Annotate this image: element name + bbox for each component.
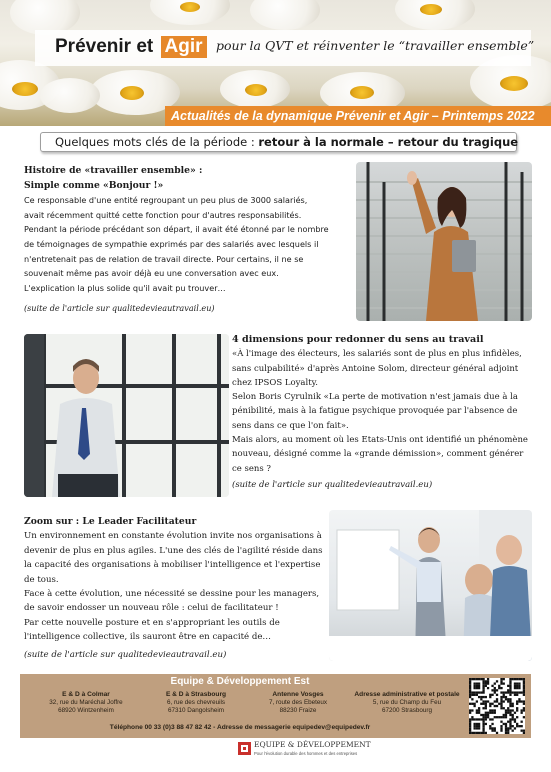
- office-street: 6, rue des chevreuils: [166, 699, 226, 706]
- article3-paragraph: Un environnement en constante évolution invite nos organisations à devenir de plus en plus agiles. L'une des clés de l'agilité réside dans la capacité des organisations à mobiliser l'intelligence et l'expertise de tous.: [24, 531, 323, 585]
- article3-source-link[interactable]: (suite de l'article sur qualitedevieautravail.eu): [24, 649, 227, 660]
- brand-tagline: pour la QVT et réinventer le “travailler ensemble”: [216, 38, 535, 53]
- article1-title-line1: Histoire de «travailler ensemble» :: [24, 165, 203, 176]
- office-city: 67310 Dangolsheim: [167, 707, 224, 714]
- office-name: Adresse administrative et postale: [354, 691, 460, 698]
- office-name: E & D à Colmar: [62, 691, 110, 698]
- article2-paragraph: «À l'image des électeurs, les salariés sont de plus en plus infidèles, sans culpabilité» d'après Antoine Solom, directeur général adjoint chez IPSOS Loyalty.: [232, 349, 522, 388]
- office-administrative: [350, 691, 464, 715]
- office-name: Antenne Vosges: [272, 691, 324, 698]
- article2-source-link[interactable]: (suite de l'article sur qualitedevieautravail.eu): [232, 479, 433, 490]
- article1-source-link[interactable]: (suite de l'article sur qualitedevieautravail.eu): [24, 303, 215, 314]
- office-strasbourg: [148, 691, 244, 715]
- footer-title: Equipe & Développement Est: [170, 676, 310, 687]
- office-city: 67200 Strasbourg: [381, 707, 433, 714]
- article1-paragraph: Ce responsable d'une entité regroupant un peu plus de 3000 salariés, avait récemment quitté cette fonction pour d'autres responsabilités.: [24, 195, 308, 220]
- office-street: 32, rue du Maréchal Joffre: [49, 699, 123, 706]
- article1-title-line2: Simple comme «Bonjour !»: [24, 179, 164, 191]
- logo-tagline: Pour l'évolution durable des hommes et des entreprises: [254, 751, 358, 756]
- contact-footer: [20, 674, 531, 738]
- brand-title-part1: Prévenir et: [55, 36, 154, 57]
- article1-paragraph: L'explication la plus solide qu'il avait pu trouver…: [24, 282, 226, 293]
- article3-paragraph: Par cette nouvelle posture et en s'appropriant les outils de l'intelligence collective, ils sauront être en capacité de…: [24, 617, 280, 643]
- article2-title: 4 dimensions pour redonner du sens au travail: [232, 334, 484, 345]
- photo-woman-waving-on-stairs: [356, 162, 532, 321]
- article3-title: Zoom sur : Le Leader Facilitateur: [24, 516, 197, 527]
- logo-mark-icon: [238, 742, 251, 755]
- article1-paragraph: Pendant la période précédant son départ, il avait été étonné par le nombre de témoignages de sympathie exprimés par des salariés avec lesquels il n'entretenait pas de relation de travail directe. Pour certains, il ne se souvenait même pas avoir déjà eu une conversation avec eux.: [24, 224, 329, 279]
- article2-paragraph: Mais alors, au moment où les Etats-Unis ont identifié un phénomène nouveau, désigné comme la «grande démission», comment générer ce sens ?: [232, 435, 528, 474]
- issue-subtitle: Actualités de la dynamique Prévenir et Agir – Printemps 2022: [165, 106, 551, 126]
- logo-name: EQUIPE & DÉVELOPPEMENT: [254, 740, 371, 749]
- article2-paragraph: Selon Boris Cyrulnik «La perte de motivation n'est jamais due à la pénibilité, mais à la fatigue psychique provoquée par l'absence de sens dans ce que l'on fait».: [232, 392, 518, 431]
- office-street: 5, rue du Champ du Feu: [372, 699, 442, 706]
- article-sens-au-travail: [232, 333, 532, 492]
- office-city: 88230 Fraize: [279, 707, 317, 714]
- brand-title-agir: Agir: [161, 36, 207, 58]
- article-leader-facilitateur: [24, 515, 326, 662]
- brand-logo-title: [55, 36, 207, 58]
- article3-paragraph: Face à cette évolution, une nécessité se dessine pour les managers, de savoir endosser un nouveau rôle : celui de facilitateur !: [24, 589, 320, 614]
- keywords-terms: retour à la normale – retour du tragique: [258, 135, 519, 149]
- footer-contact-line: Téléphone 00 33 (0)3 88 47 82 42 - Adresse de messagerie equipedev@equipedev.fr: [109, 724, 371, 731]
- office-street: 7, route des Ebeteux: [268, 699, 328, 706]
- keywords-intro: Quelques mots clés de la période :: [55, 135, 259, 149]
- office-city: 68920 Wintzenheim: [58, 707, 114, 714]
- article-travailler-ensemble: [24, 164, 329, 316]
- qr-code[interactable]: [469, 678, 525, 734]
- keywords-box: [40, 132, 517, 152]
- company-logo: [238, 740, 371, 760]
- photo-man-by-window: [24, 334, 229, 497]
- office-name: E & D à Strasbourg: [165, 691, 227, 698]
- photo-meeting-presenter: [329, 510, 532, 661]
- office-colmar: [38, 691, 134, 715]
- office-vosges: [250, 691, 346, 715]
